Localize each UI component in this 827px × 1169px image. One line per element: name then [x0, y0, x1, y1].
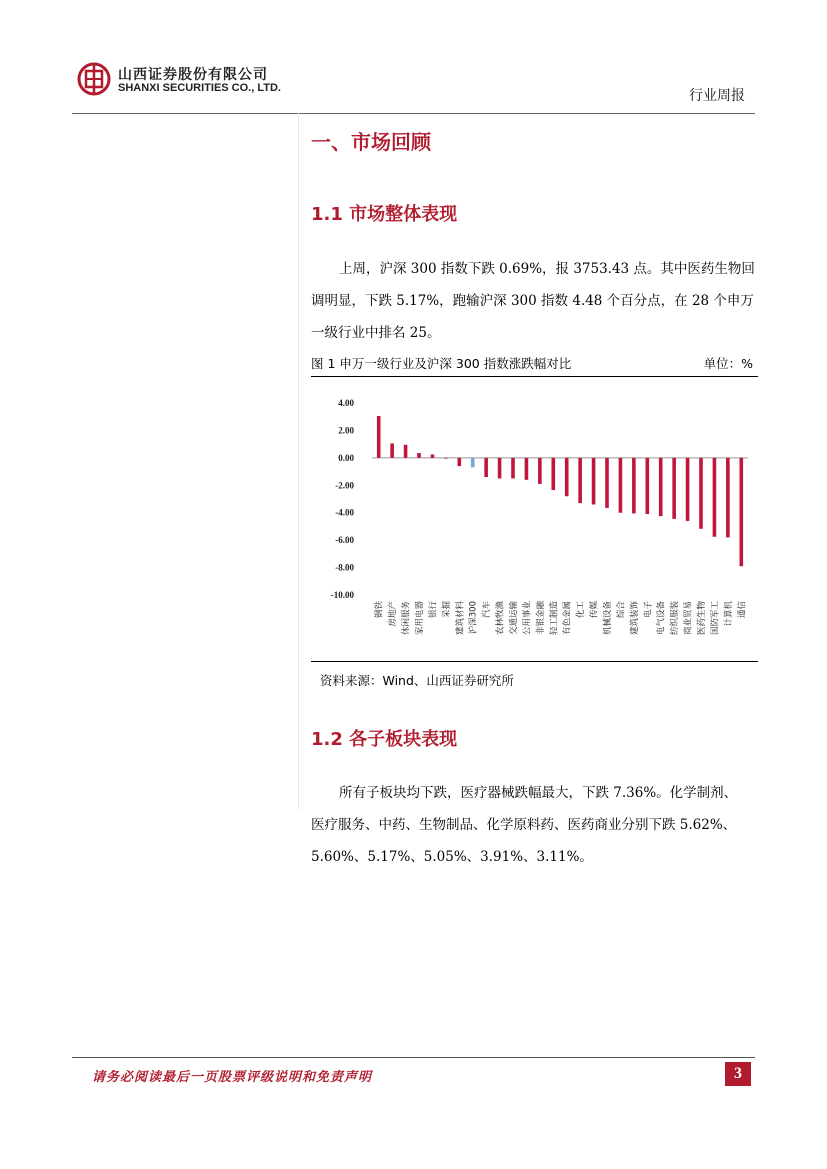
x-tick-label: 国防军工	[710, 601, 721, 636]
x-tick-label: 钢铁	[374, 601, 385, 619]
x-tick-label: 房地产	[388, 601, 399, 627]
y-tick-label: -6.00	[335, 535, 354, 546]
bar-14	[565, 458, 569, 496]
bar-22	[672, 458, 676, 519]
subsection-title-2: 1.2 各子板块表现	[311, 729, 458, 750]
x-tick-label: 银行	[428, 601, 439, 619]
bar-26	[726, 458, 730, 538]
x-tick-label: 休闲服务	[401, 601, 412, 636]
bar-2	[404, 445, 408, 458]
x-tick-label: 商业贸易	[683, 601, 694, 636]
bar-27	[739, 458, 743, 566]
figure-bottom-rule	[311, 661, 758, 662]
header-divider	[72, 113, 755, 114]
bar-9	[498, 458, 502, 479]
x-tick-label: 化工	[576, 601, 587, 619]
y-tick-label: 4.00	[338, 398, 354, 408]
sub-sector-paragraph	[311, 777, 753, 873]
x-tick-label: 电气设备	[656, 601, 667, 636]
section-title: 一、市场回顾	[311, 130, 431, 154]
bar-8	[484, 458, 488, 477]
x-tick-label: 传媒	[589, 601, 600, 619]
sidebar-divider	[298, 113, 299, 810]
x-tick-label: 建筑装饰	[629, 601, 640, 636]
figure-source: 资料来源：Wind、山西证券研究所	[320, 673, 514, 688]
bar-16	[592, 458, 596, 505]
figure-caption	[311, 354, 757, 372]
bar-1	[390, 443, 394, 457]
report-type: 行业周报	[689, 88, 745, 104]
subsection-title-1: 1.1 市场整体表现	[311, 204, 458, 225]
bar-3	[417, 453, 421, 458]
x-tick-label: 综合	[616, 601, 627, 619]
x-tick-label: 农林牧渔	[495, 601, 506, 636]
bar-12	[538, 458, 542, 484]
figure-title: 图 1 申万一级行业及沪深 300 指数涨跌幅对比	[311, 356, 572, 371]
industry-return-bar-chart	[311, 377, 758, 661]
bar-24	[699, 458, 703, 529]
y-tick-label: -4.00	[335, 507, 354, 518]
paragraph-line: 5.60%、5.17%、5.05%、3.91%、3.11%。	[311, 849, 593, 865]
x-tick-label: 机械设备	[603, 601, 613, 636]
bar-4	[431, 454, 435, 457]
figure-unit: 单位：%	[703, 356, 753, 371]
paragraph-line: 所有子板块均下跌，医疗器械跌幅最大，下跌 7.36%。化学制剂、	[339, 785, 738, 801]
bar-21	[659, 458, 663, 516]
page-number: 3	[725, 1062, 751, 1086]
bar-17	[605, 458, 609, 508]
bar-5	[444, 458, 448, 459]
x-tick-label: 非银金融	[535, 601, 546, 636]
bar-15	[578, 458, 582, 503]
disclaimer-link[interactable]: 请务必阅读最后一页股票评级说明和免责声明	[92, 1070, 373, 1085]
bar-18	[619, 458, 623, 513]
bar-11	[525, 458, 529, 480]
y-tick-label: -2.00	[335, 480, 354, 491]
x-tick-label: 医药生物	[697, 601, 707, 636]
x-tick-label: 轻工制造	[549, 601, 560, 636]
footer-divider	[72, 1057, 755, 1058]
bar-13	[551, 458, 555, 490]
bar-10	[511, 458, 515, 479]
x-tick-label: 公用事业	[522, 601, 533, 636]
company-logo	[77, 62, 111, 96]
x-tick-label: 纺织服装	[670, 601, 681, 636]
bar-25	[713, 458, 717, 537]
paragraph-line: 一级行业中排名 25。	[311, 325, 441, 341]
bar-20	[645, 458, 649, 514]
x-tick-label: 建筑材料	[455, 601, 466, 636]
x-tick-label: 采掘	[441, 601, 452, 619]
x-tick-label: 汽车	[482, 601, 493, 619]
x-tick-label: 交通运输	[509, 601, 519, 636]
bar-0	[377, 416, 381, 458]
x-tick-label: 计算机	[723, 601, 734, 627]
y-tick-label: 0.00	[338, 452, 354, 463]
bar-6	[457, 458, 461, 466]
x-tick-label: 电子	[643, 601, 654, 619]
market-overview-paragraph	[311, 253, 753, 349]
x-tick-label: 沪深300	[468, 601, 479, 635]
x-tick-label: 家用电器	[415, 601, 425, 636]
x-tick-label: 有色金属	[562, 601, 573, 636]
company-name-en: SHANXI SECURITIES CO., LTD.	[118, 82, 281, 94]
bar-23	[686, 458, 690, 521]
bar-19	[632, 458, 636, 514]
y-tick-label: -8.00	[335, 562, 354, 573]
bar-7	[471, 458, 475, 467]
paragraph-line: 医疗服务、中药、生物制品、化学原料药、医药商业分别下跌 5.62%、	[311, 817, 737, 833]
company-name-cn: 山西证券股份有限公司	[118, 67, 268, 83]
y-tick-label: -10.00	[330, 590, 354, 600]
y-tick-label: 2.00	[338, 425, 354, 436]
paragraph-line: 调明显，下跌 5.17%，跑输沪深 300 指数 4.48 个百分点，在 28 个申万	[311, 293, 754, 309]
x-tick-label: 通信	[737, 601, 748, 619]
paragraph-line: 上周，沪深 300 指数下跌 0.69%，报 3753.43 点。其中医药生物回	[339, 261, 755, 277]
